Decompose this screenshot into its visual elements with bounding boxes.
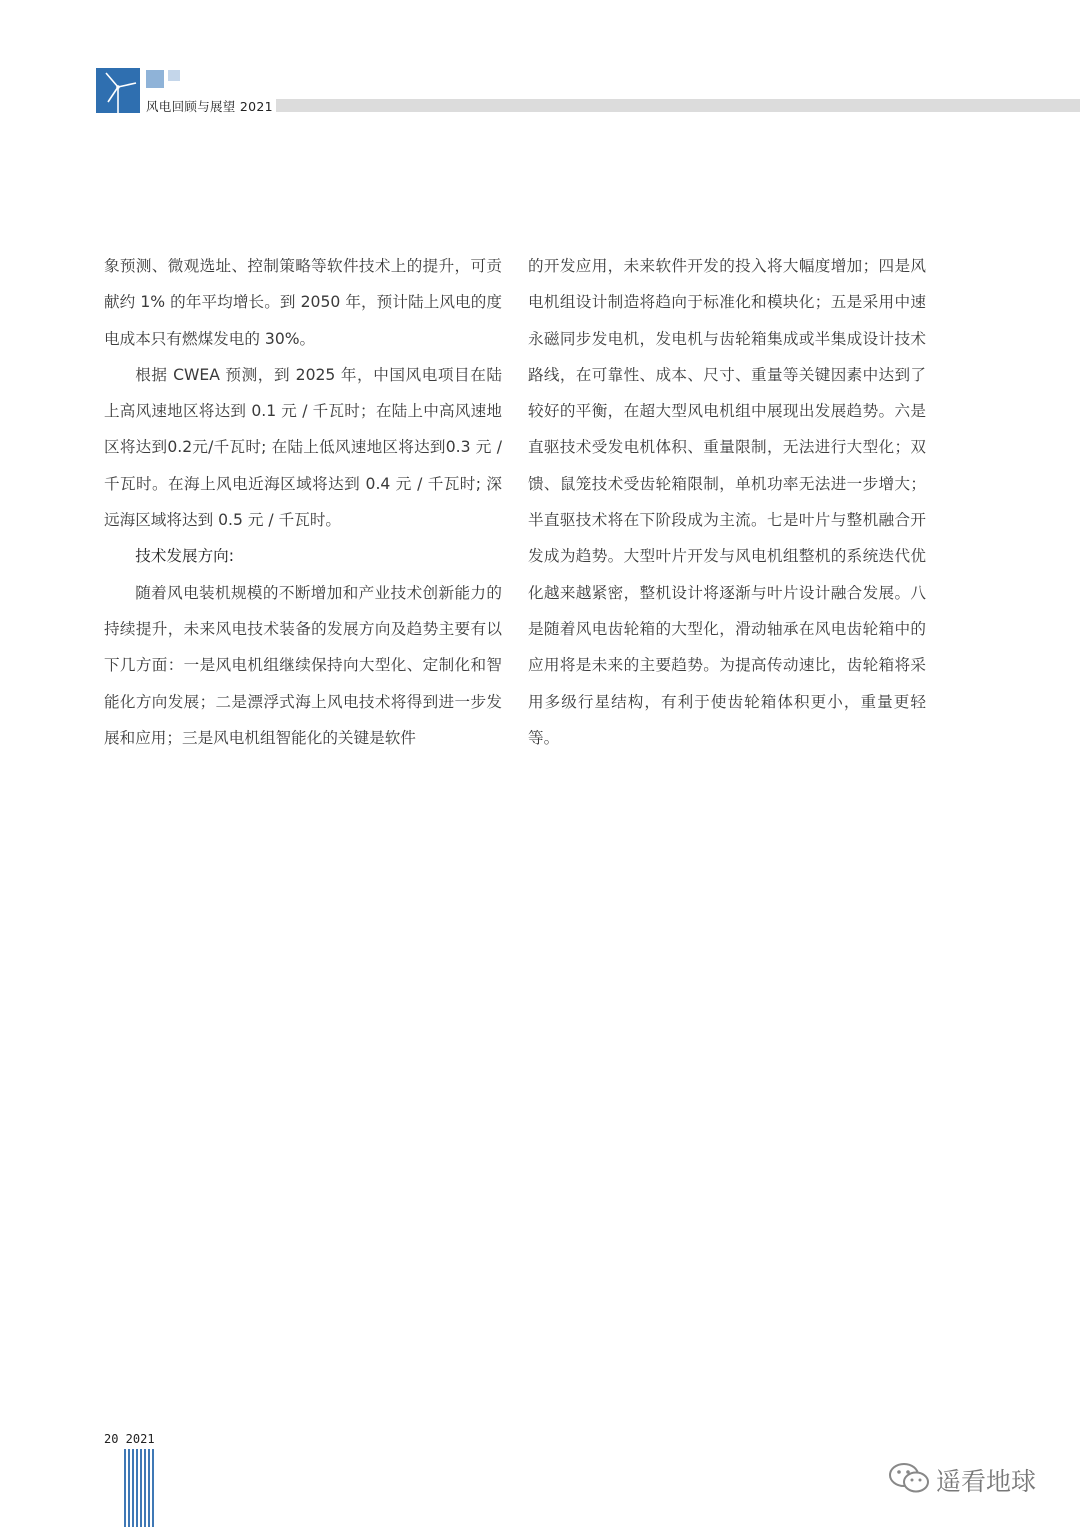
paragraph-tech-direction-continued: 的开发应用，未来软件开发的投入将大幅度增加；四是风电机组设计制造将趋向于标准化和模块化；五是采用中速永磁同步发电机，发电机与齿轮箱集成或半集成设计技术路线，在可靠性、成本、尺寸、重量等关键因素中达到了较好的平衡，在超大型风电机组中展现出发展趋势。六是直驱技术受发电机体积、重量限制，无法进行大型化；双馈、鼠笼技术受齿轮箱限制，单机功率无法进一步增大；半直驱技术将在下阶段成为主流。七是叶片与整机融合开发成为趋势。大型叶片开发与风电机组整机的系统迭代优化越来越紧密，整机设计将逐渐与叶片设计融合发展。八是随着风电齿轮箱的大型化，滑动轴承在风电齿轮箱中的应用将是未来的主要趋势。为提高传动速比，齿轮箱将采用多级行星结构，有利于使齿轮箱体积更小，重量更轻等。 [528,257,926,747]
footer-stripes [124,1449,156,1527]
header-title: 风电回顾与展望 2021 [146,99,273,114]
paragraph-continuation: 象预测、微观选址、控制策略等软件技术上的提升，可贡献约 1% 的年平均增长。到 2050 年，预计陆上风电的度电成本只有燃煤发电的 30%。 [104,257,502,348]
page-number: 20 2021 [104,1432,155,1446]
left-column [104,248,502,756]
wind-turbine-icon [96,68,140,113]
page-header [0,0,1080,120]
watermark-text: 遥看地球 [936,1467,1037,1496]
decorative-square-small [168,70,180,81]
paragraph-tech-direction: 随着风电装机规模的不断增加和产业技术创新能力的持续提升，未来风电技术装备的发展方向及趋势主要有以下几方面：一是风电机组继续保持向大型化、定制化和智能化方向发展；二是漂浮式海上风电技术将得到进一步发展和应用；三是风电机组智能化的关键是软件 [104,583,502,747]
section-heading: 技术发展方向: [135,547,235,566]
paragraph-cwea-forecast: 根据 CWEA 预测，到 2025 年，中国风电项目在陆上高风速地区将达到 0.1 元 / 千瓦时；在陆上中高风速地区将达到0.2元/千瓦时; 在陆上低风速地区将达到0.3 元 / 千瓦时。在海上风电近海区域将达到 0.4 元 / 千瓦时; 深远海区域将达到 0.5 元 / 千瓦时。 [104,365,502,530]
watermark [888,1460,1036,1500]
decorative-square-large [146,70,164,88]
right-column [528,248,926,756]
wechat-icon [888,1461,930,1499]
header-rule [276,99,1080,112]
